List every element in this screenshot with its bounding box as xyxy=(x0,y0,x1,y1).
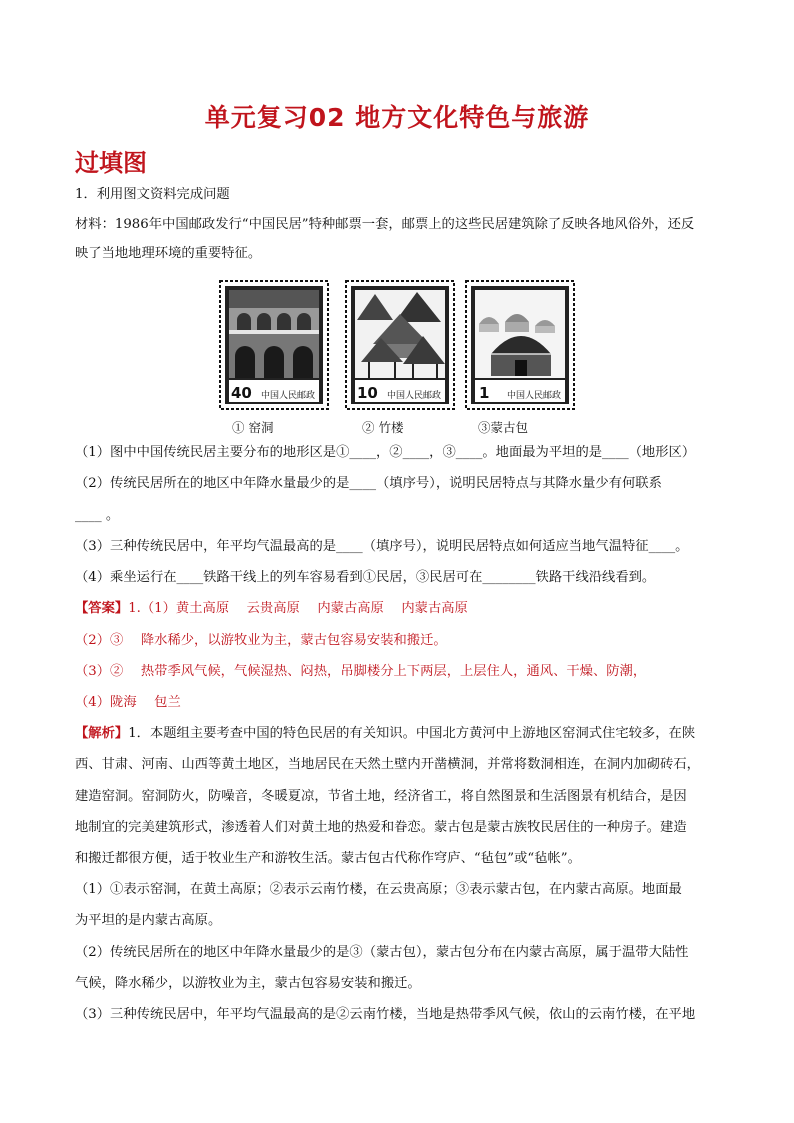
question-part-1: （1）图中中国传统民居主要分布的地形区是①____，②____，③____。地面最为平坦的是____（地形区） xyxy=(75,445,696,460)
stamp-figure xyxy=(219,280,575,410)
cave-dwelling-stamp-icon xyxy=(219,280,329,410)
bamboo-house-stamp-icon xyxy=(345,280,455,410)
analysis-text: 西、甘肃、河南、山西等黄土地区，当地居民在天然土壁内开凿横洞，并常将数洞相连，在洞内加砌砖石， xyxy=(75,757,700,772)
analysis-text: 气候，降水稀少，以游牧业为主，蒙古包容易安装和搬迁。 xyxy=(75,976,421,991)
material-text: 映了当地地理环境的重要特征。 xyxy=(75,246,262,261)
stamp-denomination: 10 xyxy=(357,384,378,402)
stamp-issuer: 中国人民邮政 xyxy=(387,391,442,401)
question-part-3: （3）三种传统民居中，年平均气温最高的是____（填序号），说明民居特点如何适应当地气温特征____。 xyxy=(75,539,689,554)
stamp-caption: ② 竹楼 xyxy=(362,420,404,435)
page-title: 单元复习02 地方文化特色与旅游 xyxy=(204,103,590,132)
analysis-text: （1）①表示窑洞，在黄土高原；②表示云南竹楼，在云贵高原；③表示蒙古包，在内蒙古高原。地面最 xyxy=(75,882,682,897)
answer-text: （4）陇海 包兰 xyxy=(75,695,181,710)
stamp-caption: ③蒙古包 xyxy=(478,420,529,435)
section-heading: 过填图 xyxy=(75,149,147,177)
stamp-issuer: 中国人民邮政 xyxy=(261,391,316,401)
analysis-text: （3）三种传统民居中，年平均气温最高的是②云南竹楼，当地是热带季风气候，依山的云南竹楼，在平地 xyxy=(75,1007,696,1022)
analysis-label: 【解析】 xyxy=(75,726,129,741)
stamp-denomination: 40 xyxy=(231,384,252,402)
analysis-text: 为平坦的是内蒙古高原。 xyxy=(75,913,222,928)
analysis-text: 地制宜的完美建筑形式，渗透着人们对黄土地的热爱和眷恋。蒙古包是蒙古族牧民居住的一种房子。建造 xyxy=(75,820,687,835)
answer-text: （3）② 热带季风气候，气候湿热、闷热，吊脚楼分上下两层，上层住人，通风、干燥、防潮， xyxy=(75,664,647,679)
yurt-stamp-icon xyxy=(465,280,575,410)
answer-text: （2）③ 降水稀少，以游牧业为主，蒙古包容易安装和搬迁。 xyxy=(75,633,447,648)
answer-line xyxy=(75,599,468,619)
question-part-2: （2）传统民居所在的地区中年降水量最少的是____（填序号），说明民居特点与其降水量少有何联系 xyxy=(75,476,662,491)
analysis-text: （2）传统民居所在的地区中年降水量最少的是③（蒙古包），蒙古包分布在内蒙古高原，属于温带大陆性 xyxy=(75,945,689,960)
analysis-text: 1．本题组主要考查中国的特色民居的有关知识。中国北方黄河中上游地区窑洞式住宅较多，在陕 xyxy=(128,726,696,741)
stamp-issuer: 中国人民邮政 xyxy=(507,391,562,401)
stamp-caption: ① 窑洞 xyxy=(232,420,274,435)
question-part-4: （4）乘坐运行在____铁路干线上的列车容易看到①民居，③民居可在________铁路干线沿线看到。 xyxy=(75,570,656,585)
answer-text: 1.（1）黄土高原 云贵高原 内蒙古高原 内蒙古高原 xyxy=(128,601,468,616)
analysis-text: 和搬迁都很方便，适于牧业生产和游牧生活。蒙古包古代称作穹庐、“毡包”或“毡帐”。 xyxy=(75,851,581,866)
material-text: 材料：1986年中国邮政发行“中国民居”特种邮票一套，邮票上的这些民居建筑除了反映各地风俗外，还反 xyxy=(75,217,695,232)
stamp-denomination: 1 xyxy=(479,384,490,402)
question-number: 1．利用图文资料完成问题 xyxy=(75,187,230,202)
analysis-text: 建造窑洞。窑洞防火，防噪音，冬暖夏凉，节省土地，经济省工，将自然图景和生活图景有机结合，是因 xyxy=(75,789,687,804)
analysis-line xyxy=(75,724,695,744)
question-part-2-blank: ____ 。 xyxy=(75,508,120,523)
answer-label: 【答案】 xyxy=(75,601,129,616)
